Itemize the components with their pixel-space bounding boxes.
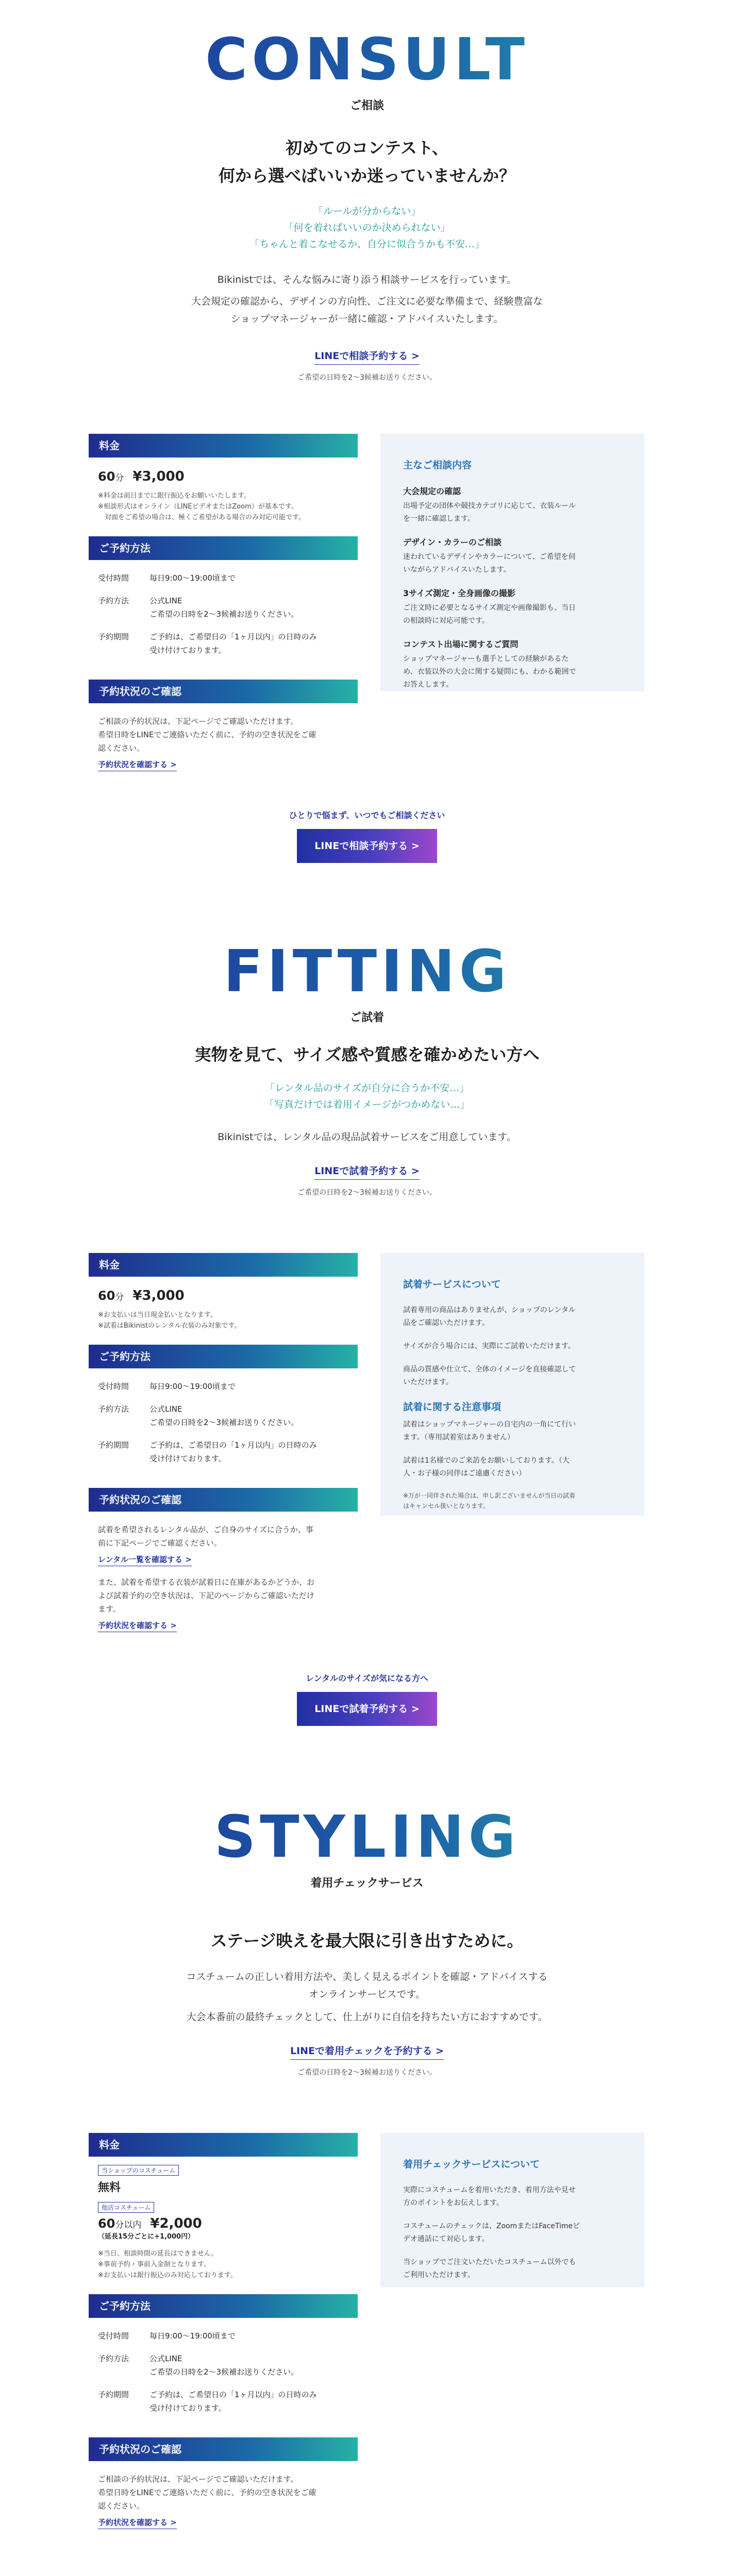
styling-right-p3-line-1: 当ショップでご注文いただいたコスチューム以外でも [403,2258,576,2266]
consult-item-2-line-2: いながらアドバイスいたします。 [403,566,511,574]
styling-right-p2 [403,2220,622,2246]
fitting-row-period-key: 予約期間 [98,1440,129,1450]
fitting-rental-link[interactable] [98,1554,192,1566]
styling-price-extra: （延長15分ごとに+1,000円） [98,2233,195,2241]
chevron-right-icon: > [411,1703,420,1715]
consult-price-header: 料金 [89,434,358,457]
consult-item-1-text [403,500,622,526]
consult-desc-3: ショップマネージャーが一緒に確認・アドバイスいたします。 [230,313,504,325]
chevron-right-icon: > [170,760,177,769]
fitting-row-method-value-2: ご希望の日時を2〜3候補お送りください。 [149,1418,299,1427]
fitting-right-small-line-1: ※万が一同伴された場合は、申し訳ございませんが当日の試着 [403,1492,576,1499]
fitting-row-hours-key: 受付時間 [98,1382,129,1391]
fitting-rental-link-label: レンタル一覧を確認する [98,1555,183,1564]
fitting-row-method-value-1: 公式LINE [149,1404,182,1414]
fitting-right-heading: 試着サービスについて [403,1279,501,1290]
consult-quote-3: 「ちゃんと着こなせるか、自分に似合うかも不安…」 [249,239,485,250]
styling-right-p3 [403,2256,622,2282]
styling-status-link[interactable] [98,2517,177,2529]
consult-price-yen: ¥3,000 [132,469,185,484]
consult-title: CONSULT [0,31,734,89]
consult-row-period [98,630,348,657]
styling-row-hours-value: 毎日9:00〜19:00頃まで [149,2331,236,2341]
styling-desc-2: オンラインサービスです。 [309,1989,425,2000]
styling-subtitle: 着用チェックサービス [310,1877,424,1890]
fitting-row-period [98,1438,348,1465]
fitting-status-link[interactable] [98,1620,177,1632]
fitting-right-p1 [403,1304,622,1330]
fitting-price-note-1: ※お支払いは当日現金払いとなります。 [98,1311,217,1319]
consult-price-min: 60 [98,469,115,484]
consult-row-period-value-1: ご予約は、ご希望日の「1ヶ月以内」の日時のみ [149,632,317,641]
styling-price-header: 料金 [89,2133,358,2157]
consult-desc-1: Bikinistでは、そんな悩みに寄り添う相談サービスを行っています。 [217,274,517,285]
consult-bottom-cta [0,809,734,863]
fitting-right-p5-line-1: 試着は1名様でのご来訪をお願いしております。（大 [403,1456,570,1465]
styling-row-method-value-1: 公式LINE [149,2354,182,2363]
consult-item-1-line-1: 出場予定の団体や競技カテゴリに応じて、衣装ルール [403,502,576,510]
fitting-row-hours [98,1380,348,1393]
fitting-status-header: 予約状況のご確認 [89,1488,358,1512]
styling-desc-3: 大会本番前の最終チェックとして、仕上がりに自信を持ちたい方におすすめです。 [186,2011,548,2023]
styling-method-header: ご予約方法 [89,2294,358,2318]
consult-section [0,26,734,113]
consult-quote-1: 「ルールが分からない」 [313,206,421,217]
styling-intro [0,1927,734,2077]
styling-row-method-value-2: ご希望の日時を2〜3候補お送りください。 [149,2367,299,2377]
fitting-right-p3 [403,1363,622,1389]
fitting-lead: 実物を見て、サイズ感や質感を確かめたい方へ [194,1045,540,1064]
consult-price-note-1: ※料金は前日までに銀行振込をお願いいたします。 [98,492,251,500]
fitting-right-p5 [403,1454,622,1480]
fitting-quote-1: 「レンタル品のサイズが自分に合うか不安…」 [264,1082,470,1094]
consult-price-note-3: 対面をご希望の場合は、極くご希望がある場合のみ対応可能です。 [98,514,305,521]
consult-status-text-3: 認ください。 [98,743,145,753]
styling-line-link[interactable] [290,2043,444,2060]
consult-row-hours [98,571,348,585]
consult-bottom-prompt: ひとりで悩まず、いつでもご相談ください [289,810,445,820]
chevron-right-icon: > [411,1165,420,1177]
fitting-price-min: 60 [98,1289,115,1303]
fitting-price-header: 料金 [89,1253,358,1277]
styling-status-text-1: ご相談の予約状況は、下記ページでご確認いただけます。 [98,2475,298,2484]
chevron-right-icon: > [436,2045,444,2057]
consult-row-method-value-1: 公式LINE [149,596,182,605]
consult-row-hours-key: 受付時間 [98,573,129,583]
fitting-price-min-unit: 分 [115,1292,124,1302]
fitting-status-text-2c: ます。 [98,1604,121,1614]
styling-row-method-key: 予約方法 [98,2354,129,2363]
styling-row-hours-key: 受付時間 [98,2331,129,2341]
consult-status-header: 予約状況のご確認 [89,680,358,703]
fitting-right-p1-line-1: 試着専用の商品はありませんが、ショップのレンタル [403,1306,576,1314]
fitting-left-column [89,1253,358,1646]
fitting-subtitle: ご試着 [349,1011,384,1024]
fitting-line-link-label: LINEで試着予約する [314,1165,408,1177]
styling-tag-other: 他店コスチューム [98,2202,154,2213]
consult-item-4-line-3: お答えします。 [403,681,453,689]
fitting-cta-note: ご希望の日時を2〜3候補お送りください。 [297,1189,437,1197]
fitting-price [98,1288,348,1303]
consult-row-method-value-2: ご希望の日時を2〜3候補お送りください。 [149,609,299,619]
fitting-desc: Bikinistでは、レンタル品の現品試着サービスをご用意しています。 [218,1131,516,1143]
consult-row-period-key: 予約期間 [98,632,129,641]
styling-status-header: 予約状況のご確認 [89,2437,358,2461]
styling-row-period-key: 予約期間 [98,2390,129,2399]
consult-method-header: ご予約方法 [89,536,358,560]
styling-left-column [89,2133,358,2543]
consult-left-column [89,434,358,785]
fitting-line-button[interactable] [297,1692,437,1726]
fitting-bottom-cta [0,1672,734,1726]
consult-desc-2: 大会規定の確認から、デザインの方向性、ご注文に必要な準備まで、経験豊富な [191,296,543,307]
consult-item-2-title: デザイン・カラーのご相談 [403,537,502,547]
consult-line-button-label: LINEで相談予約する [314,840,408,852]
fitting-row-hours-value: 毎日9:00〜19:00頃まで [149,1382,236,1391]
consult-status-link[interactable] [98,759,177,771]
fitting-status-text-2b: よび試着予約の空き状況は、下記のページからご確認いただけ [98,1591,314,1600]
styling-line-link-label: LINEで着用チェックを予約する [290,2045,432,2057]
consult-status-text-1: ご相談の予約状況は、下記ページでご確認いただけます。 [98,717,298,726]
styling-right-panel [380,2133,644,2287]
consult-right-panel [380,434,644,691]
styling-tag-own: 当ショップのコスチューム [98,2165,179,2176]
styling-right-heading: 着用チェックサービスについて [403,2159,540,2170]
consult-line-link[interactable] [314,348,420,365]
styling-free: 無料 [98,2181,121,2194]
fitting-right-panel [380,1253,644,1516]
styling-price [98,2216,348,2231]
consult-row-method [98,594,348,621]
fitting-right-small-note [403,1490,622,1511]
fitting-title: FITTING [0,943,734,1001]
styling-status-text-2: 希望日時をLINEでご連絡いただく前に、予約の空き状況をご確 [98,2488,316,2497]
fitting-right-subheading: 試着に関する注意事項 [403,1401,502,1413]
fitting-right-p5-line-2: 人・お子様の同伴はご遠慮ください） [403,1469,526,1478]
consult-item-4-line-1: ショップマネージャーも選手としての経験があるた [403,655,569,663]
styling-row-method [98,2352,348,2379]
consult-item-4-title: コンテスト出場に関するご質問 [403,639,519,649]
fitting-intro [0,1041,734,1197]
consult-line-link-label: LINEで相談予約する [314,350,408,362]
styling-right-p1-line-2: 方のポイントをお伝えします。 [403,2199,504,2207]
fitting-price-yen: ¥3,000 [132,1288,185,1303]
fitting-method-header: ご予約方法 [89,1345,358,1368]
consult-item-3-line-1: ご注文時に必要となるサイズ測定や画像撮影も、当日 [403,604,576,612]
styling-section [0,1804,734,1890]
fitting-right-p4-line-2: ます。（専用試着室はありません） [403,1433,514,1442]
styling-price-note-2: ※事前予約・事前入金制となります。 [98,2261,210,2268]
chevron-right-icon: > [170,1621,177,1630]
fitting-status-text-2a: また、試着を希望する衣装が試着日に在庫があるかどうか、お [98,1578,315,1587]
consult-item-4-line-2: め、衣装以外の大会に関する疑問にも、わかる範囲で [403,668,576,676]
styling-right-p3-line-2: ご利用いただけます。 [403,2271,475,2279]
styling-row-period-value-1: ご予約は、ご希望日の「1ヶ月以内」の日時のみ [149,2390,317,2399]
styling-right-p1-line-1: 実際にコスチュームを着用いただき、着用方法や見せ [403,2186,576,2194]
fitting-line-button-label: LINEで試着予約する [314,1703,408,1715]
styling-cta-note: ご希望の日時を2〜3候補お送りください。 [297,2069,437,2077]
styling-desc-1: コスチュームの正しい着用方法や、美しく見えるポイントを確認・アドバイスする [186,1971,548,1982]
consult-right-heading: 主なご相談内容 [403,460,472,471]
consult-lead-1: 初めてのコンテスト、 [286,138,448,158]
fitting-status-link-label: 予約状況を確認する [98,1621,168,1630]
styling-row-period-value-2: 受け付けております。 [149,2403,226,2413]
fitting-right-p1-line-2: 品をご確認いただけます。 [403,1319,489,1327]
consult-price [98,469,348,484]
consult-cta-note: ご希望の日時を2〜3候補お送りください。 [297,374,437,382]
fitting-right-p4 [403,1418,622,1444]
consult-item-2-text [403,551,622,577]
chevron-right-icon: > [411,350,420,362]
consult-row-period-value-2: 受け付けております。 [149,646,226,655]
consult-lead-2: 何から選べばいいか迷っていませんか？ [218,166,515,185]
consult-status-link-label: 予約状況を確認する [98,760,168,769]
fitting-line-link[interactable] [314,1163,420,1180]
consult-subtitle: ご相談 [349,99,384,112]
styling-row-hours [98,2329,348,2343]
fitting-right-p2-line-1: サイズが合う場合には、実際にご試着いただけます。 [403,1342,575,1350]
consult-line-button[interactable] [297,829,437,863]
consult-intro [0,134,734,382]
styling-price-min-unit: 分以内 [115,2220,142,2230]
fitting-right-p3-line-2: いただけます。 [403,1378,453,1386]
styling-title: STYLING [0,1808,734,1866]
consult-row-method-key: 予約方法 [98,596,129,605]
fitting-section [0,938,734,1025]
consult-item-3-title: 3サイズ測定・全身画像の撮影 [403,588,515,598]
consult-quote-2: 「何を着ればいいのか決められない」 [283,222,451,233]
consult-item-3-line-2: の相談時に対応可能です。 [403,617,489,625]
consult-item-1-title: 大会規定の確認 [403,486,461,496]
fitting-status-text-1b: 前に下記ページでご確認ください。 [98,1538,222,1548]
styling-price-note-1: ※当日、相談時間の延長はできません。 [98,2250,218,2258]
fitting-row-method-key: 予約方法 [98,1404,129,1414]
styling-price-min: 60 [98,2216,115,2231]
fitting-row-method [98,1402,348,1429]
consult-item-3-text [403,602,622,628]
consult-status-text-2: 希望日時をLINEでご連絡いただく前に、予約の空き状況をご確 [98,730,316,739]
consult-item-4-text [403,653,622,691]
fitting-right-p3-line-1: 商品の質感や仕立て、全体のイメージを直接確認して [403,1365,576,1374]
fitting-right-p4-line-1: 試着はショップマネージャーの自宅内の一角にて行い [403,1420,576,1429]
styling-lead: ステージ映えを最大限に引き出すために。 [210,1931,524,1951]
styling-status-link-label: 予約状況を確認する [98,2518,168,2527]
consult-price-note-2: ※相談形式はオンライン（LINEビデオまたはZoom）が基本です。 [98,503,298,511]
consult-item-2-line-1: 迷われているデザインやカラーについて、ご希望を伺 [403,553,576,561]
consult-item-1-line-2: を一緒に確認します。 [403,515,475,523]
styling-right-p2-line-1: コスチュームのチェックは、ZoomまたはFaceTimeビ [403,2222,580,2230]
fitting-right-small-line-2: はキャンセル扱いとなります。 [403,1502,490,1510]
styling-right-p1 [403,2184,622,2210]
consult-row-hours-value: 毎日9:00〜19:00頃まで [149,573,236,583]
styling-status-text-3: 認ください。 [98,2501,145,2511]
consult-price-min-unit: 分 [115,473,124,483]
fitting-status-text-1a: 試着を希望されるレンタル品が、ご自身のサイズに合うか、事 [98,1525,313,1534]
fitting-row-period-value-1: ご予約は、ご希望日の「1ヶ月以内」の日時のみ [149,1440,317,1450]
styling-row-period [98,2388,348,2415]
fitting-price-note-2: ※試着はBikinistのレンタル衣装のみ対象です。 [98,1322,241,1330]
chevron-right-icon: > [185,1555,192,1564]
fitting-row-period-value-2: 受け付けております。 [149,1454,226,1463]
chevron-right-icon: > [411,840,420,852]
styling-right-p2-line-2: デオ通話にて対応します。 [403,2235,489,2243]
fitting-bottom-prompt: レンタルのサイズが気になる方へ [306,1673,428,1683]
chevron-right-icon: > [170,2518,177,2527]
styling-price-yen: ¥2,000 [150,2216,202,2231]
styling-price-note-3: ※お支払いは銀行振込のみ対応しております。 [98,2272,237,2279]
fitting-right-p2 [403,1340,622,1353]
fitting-quote-2: 「写真だけでは着用イメージがつかめない…」 [264,1099,470,1110]
